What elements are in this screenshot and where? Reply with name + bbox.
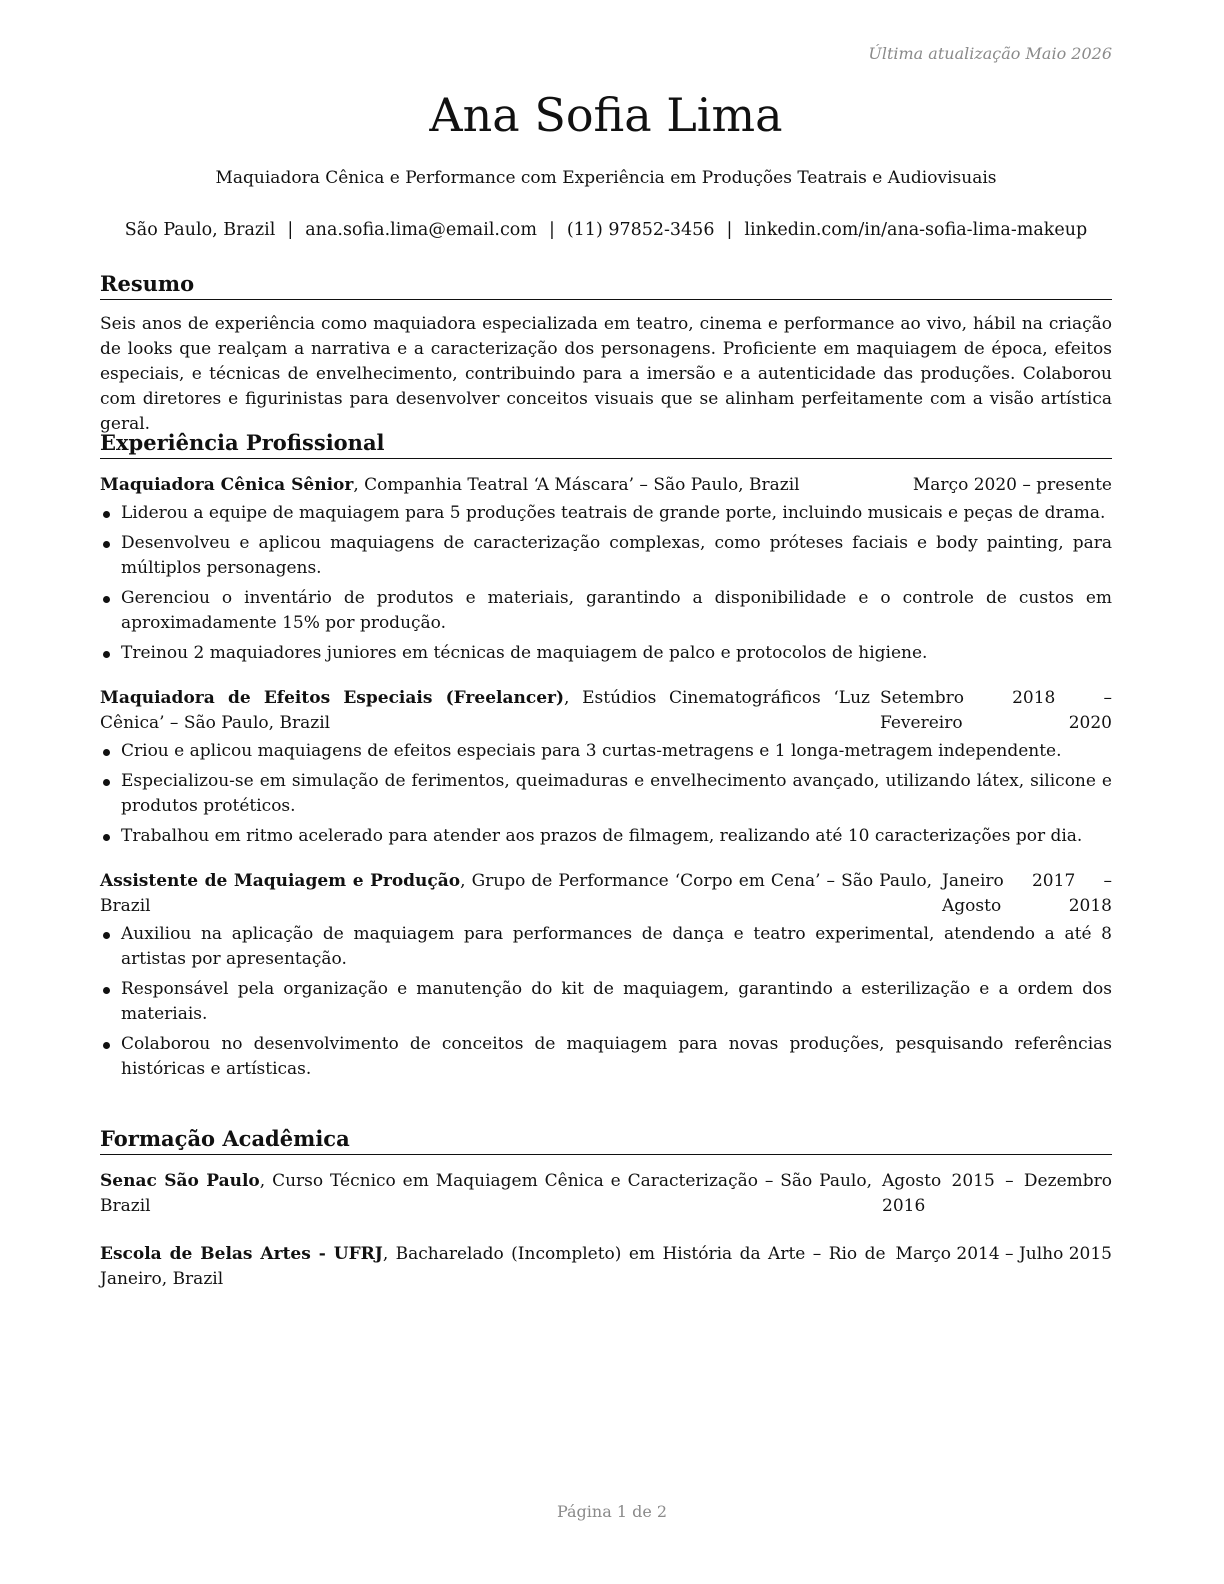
job-bullets [100,501,1112,666]
summary-section [100,270,1112,437]
job-entry [100,869,1112,1082]
bullet-icon [103,651,110,658]
job-org: , Grupo de Performance ‘Corpo em Cena’ – São Paulo, Brazil [100,871,932,916]
bullet-icon [103,779,110,786]
job-header [100,686,1112,736]
education-header [100,1242,1112,1292]
contact-line [100,220,1112,240]
list-item: Treinou 2 maquiadores juniores em técnicas de maquiagem de palco e protocolos de higiene. [100,641,1112,666]
job-dates: Janeiro 2017 – Agosto 2018 [942,871,1112,916]
experience-section [100,429,1112,1087]
bullet-icon [103,1042,110,1049]
contact-email[interactable]: ana.sofia.lima@email.com [305,220,537,240]
school-detail: , Bacharelado (Incompleto) em História da Arte – Rio de Janeiro, Brazil [100,1244,886,1289]
contact-location: São Paulo, Brazil [124,220,276,240]
contact-separator: | [548,220,555,240]
job-entry [100,686,1112,849]
education-entry [100,1242,1112,1292]
last-updated: Última atualização Maio 2026 [868,44,1112,63]
bullet-icon [103,834,110,841]
education-header [100,1169,1112,1219]
contact-phone: (11) 97852-3456 [566,220,715,240]
headline: Maquiadora Cênica e Performance com Experiência em Produções Teatrais e Audiovisuais [215,168,997,188]
job-header [100,869,1112,919]
list-item: Desenvolveu e aplicou maquiagens de caracterização complexas, como próteses faciais e body painting, para múltiplos personagens. [100,531,1112,581]
school-name: Escola de Belas Artes - UFRJ [100,1244,383,1264]
contact-separator: | [726,220,733,240]
job-bullets [100,739,1112,849]
job-org: , Estúdios Cinematográficos ‘Luz Cênica’ – São Paulo, Brazil [100,688,870,733]
bullet-icon [103,932,110,939]
job-dates: Março 2020 – presente [912,475,1112,495]
job-role: Assistente de Maquiagem e Produção [100,871,461,891]
job-role: Maquiadora Cênica Sênior [100,475,354,495]
education-dates: Agosto 2015 – Dezembro 2016 [882,1171,1112,1216]
list-item: Responsável pela organização e manutenção do kit de maquiagem, garantindo a esterilização e a ordem dos materiais. [100,977,1112,1027]
education-section [100,1125,1112,1292]
list-item: Liderou a equipe de maquiagem para 5 produções teatrais de grande porte, incluindo musicais e peças de drama. [100,501,1112,526]
job-org: , Companhia Teatral ‘A Máscara’ – São Paulo, Brazil [353,475,800,495]
school-name: Senac São Paulo [100,1171,260,1191]
bullet-icon [103,541,110,548]
list-item: Especializou-se em simulação de ferimentos, queimaduras e envelhecimento avançado, utilizando látex, silicone e produtos protéticos. [100,769,1112,819]
job-role: Maquiadora de Efeitos Especiais (Freelancer) [100,688,565,708]
list-item: Gerenciou o inventário de produtos e materiais, garantindo a disponibilidade e o controle de custos em aproximadamente 15% por produção. [100,586,1112,636]
bullet-icon [103,749,110,756]
bullet-icon [103,596,110,603]
school-detail: , Curso Técnico em Maquiagem Cênica e Caracterização – São Paulo, Brazil [100,1171,872,1216]
education-entry [100,1169,1112,1219]
list-item: Colaborou no desenvolvimento de conceitos de maquiagem para novas produções, pesquisando referências históricas e artísticas. [100,1032,1112,1082]
job-bullets [100,922,1112,1082]
education-dates: Março 2014 – Julho 2015 [895,1244,1112,1264]
list-item: Criou e aplicou maquiagens de efeitos especiais para 3 curtas-metragens e 1 longa-metragem independente. [100,739,1112,764]
job-dates: Setembro 2018 – Fevereiro 2020 [880,688,1112,733]
list-item: Auxiliou na aplicação de maquiagem para performances de dança e teatro experimental, atendendo a até 8 artistas por apresentação. [100,922,1112,972]
candidate-name: Ana Sofia Lima [429,88,783,142]
job-entry [100,473,1112,666]
bullet-icon [103,511,110,518]
section-title-education: Formação Acadêmica [100,1125,1112,1155]
job-header [100,473,1112,498]
contact-linkedin[interactable]: linkedin.com/in/ana-sofia-lima-makeup [744,220,1088,240]
contact-separator: | [287,220,294,240]
summary-text: Seis anos de experiência como maquiadora especializada em teatro, cinema e performance ao vivo, hábil na criação de looks que realçam a narrativa e a caracterização dos personagens. Proficiente em maquiagem de época, efeitos especiais, e técnicas de envelhecimento, contribuindo para a imersão e a autenticidade das produções. Colaborou com diretores e figurinistas para desenvolver conceitos visuais que se alinham perfeitamente com a visão artística geral. [100,314,1112,434]
list-item: Trabalhou em ritmo acelerado para atender aos prazos de filmagem, realizando até 10 caracterizações por dia. [100,824,1112,849]
bullet-icon [103,987,110,994]
section-title-summary: Resumo [100,270,1112,300]
section-title-experience: Experiência Profissional [100,429,1112,459]
page-number: Página 1 de 2 [556,1502,668,1521]
